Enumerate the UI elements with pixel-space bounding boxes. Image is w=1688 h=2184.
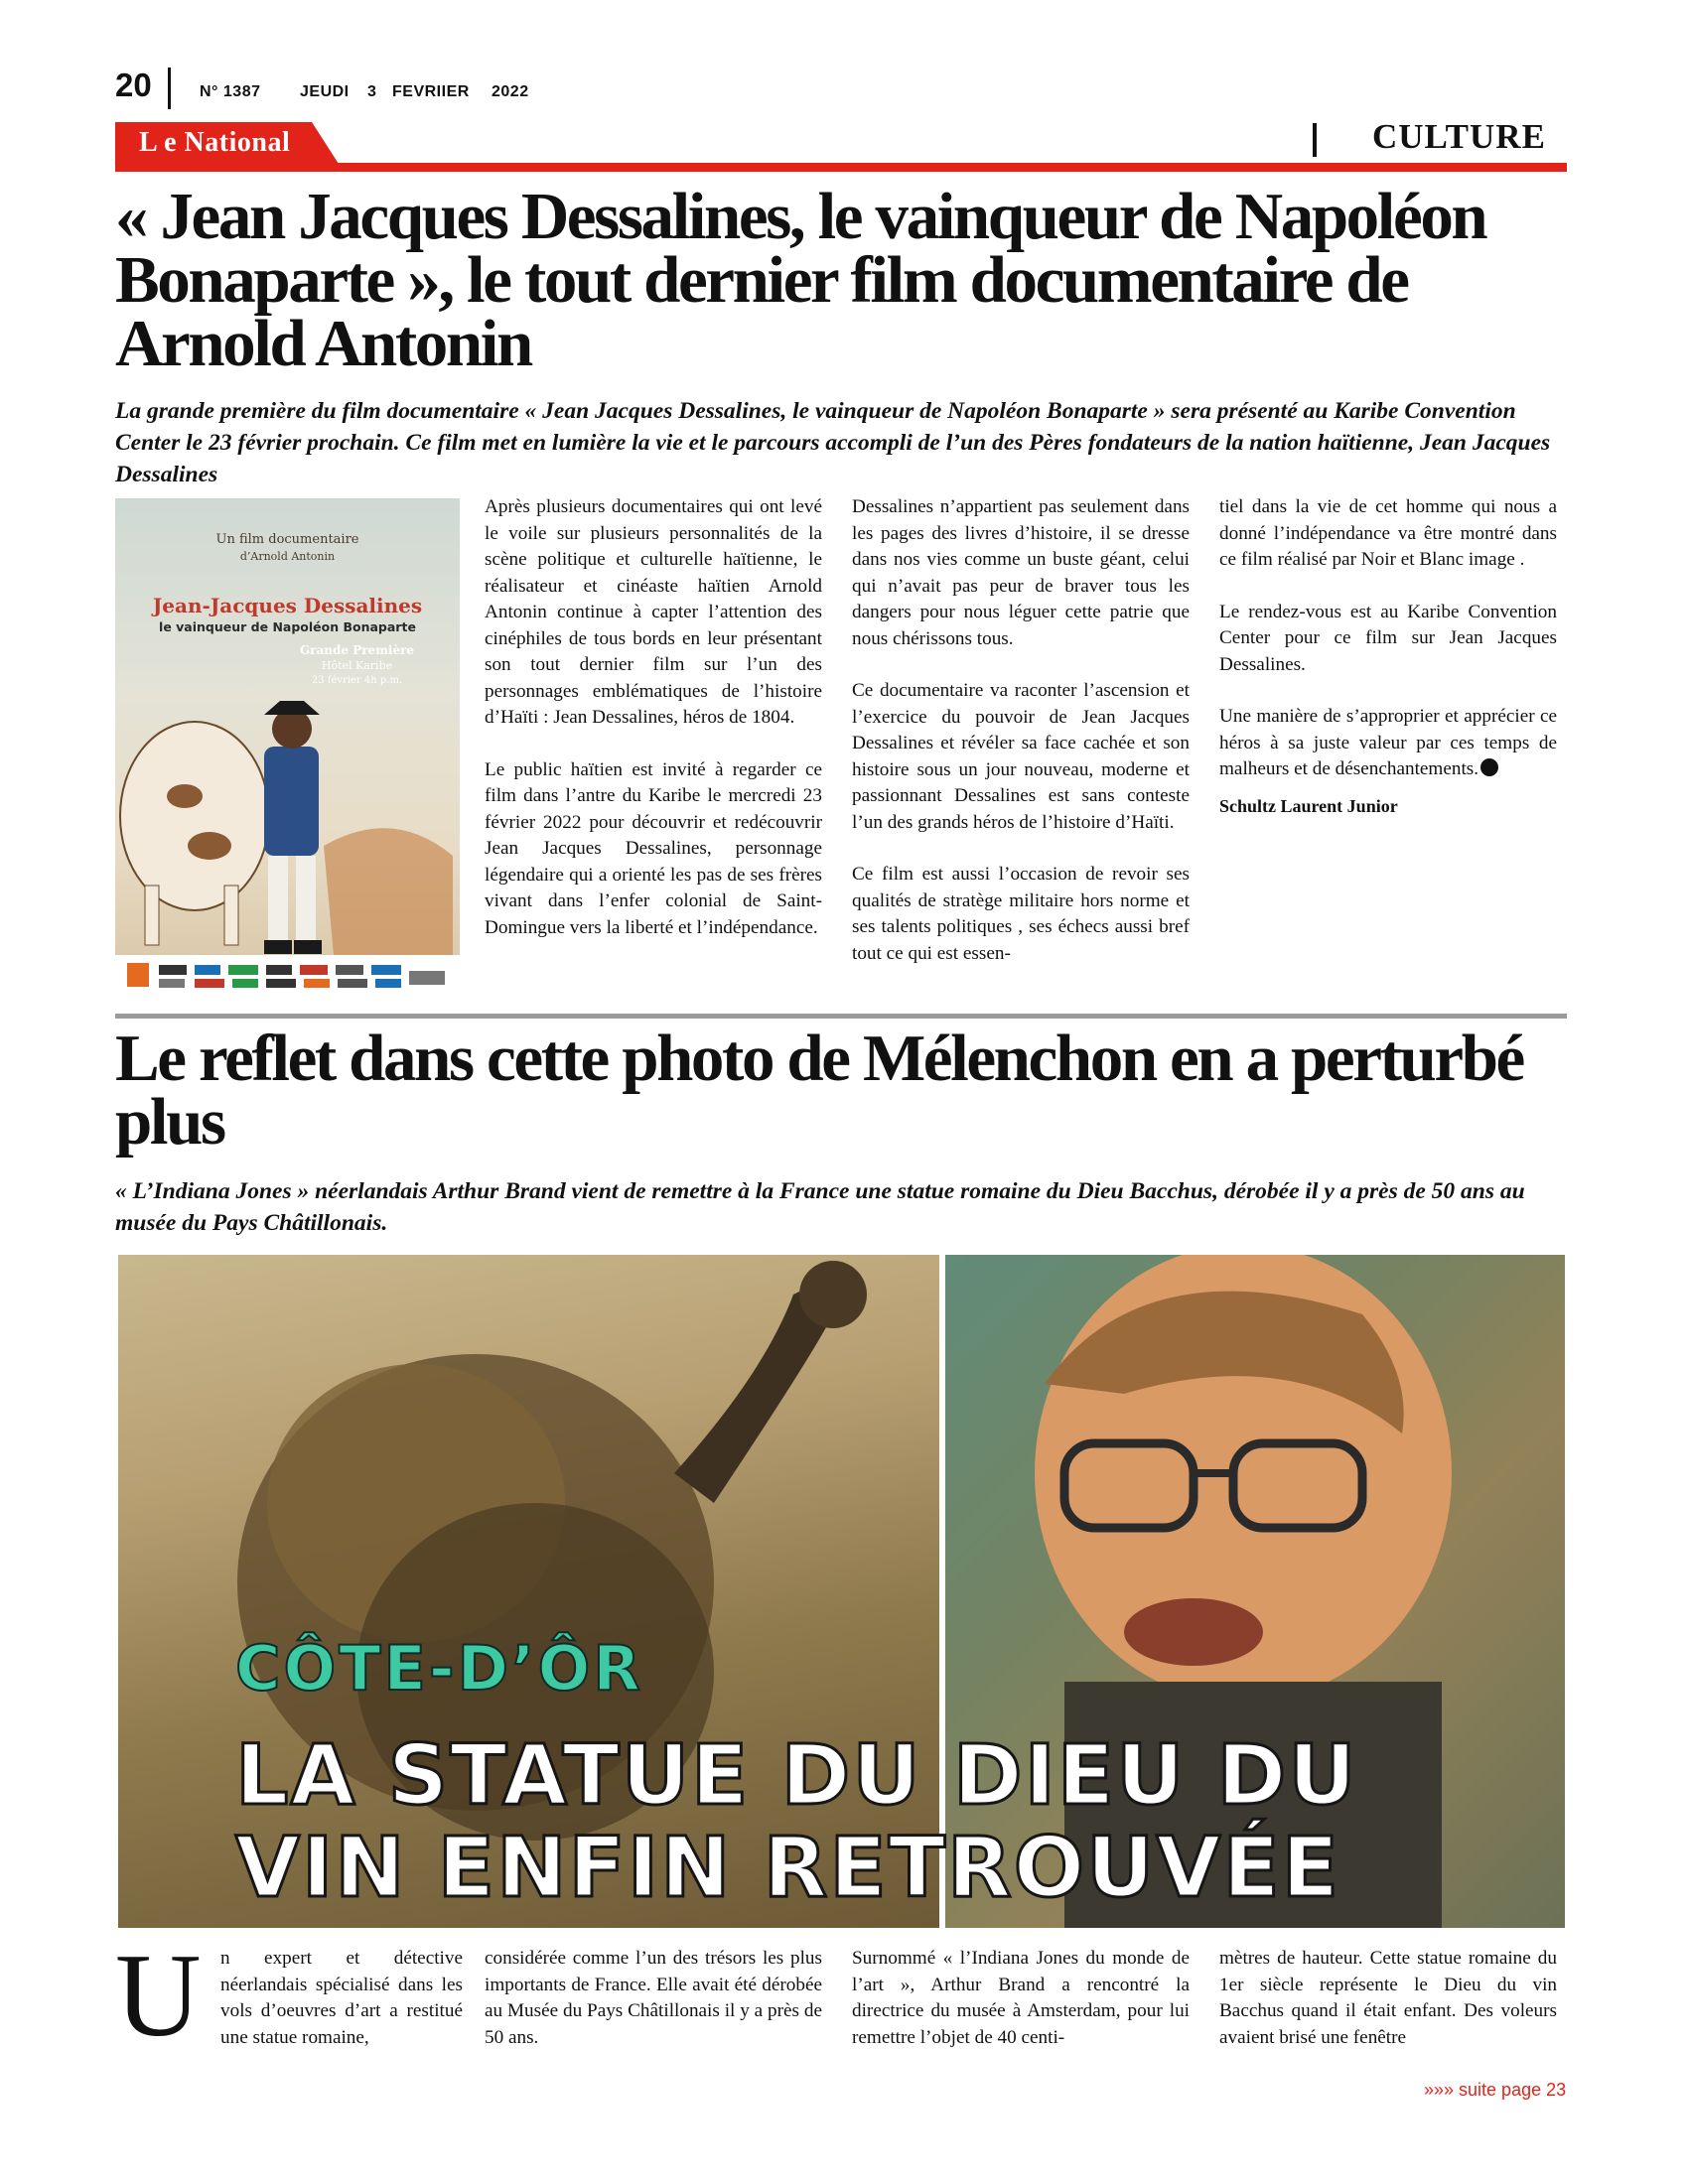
publication-name: L e National (139, 127, 291, 158)
poster-date: 23 février 4h p.m. (311, 675, 403, 686)
article2-column-1: n expert et détective néerlandais spécialisé dans les vols d’oeuvres d’art a restitué une statue romaine, (220, 1948, 463, 2048)
article1-column-2 (852, 494, 1190, 993)
article1-paragraph: Ce documentaire va raconter l’ascension et l’exercice du pouvoir de Jean Jacques Dessalines et révéler sa face cachée et son histoire sous un jour nouveau, moderne et passionnant Dessalines est sans conteste l’un des grands héros de l’histoire d’Haïti. (852, 680, 1190, 833)
article1-paragraph: Le rendez-vous est au Karibe Convention Center pour ce film sur Jean Jacques Dessalines. (1219, 601, 1557, 675)
news-photo (118, 1255, 1565, 1928)
end-mark-icon (1480, 758, 1498, 776)
article1-column-1 (485, 494, 822, 967)
photo-overlay-line1: LA STATUE DU DIEU DU (235, 1726, 1358, 1824)
article2-column-3: Surnommé « l’Indiana Jones du monde de l’art », Arthur Brand a rencontré la directrice du musée à Amsterdam, pour lui remettre l’objet de 40 centi- (852, 1948, 1190, 2048)
photo-overlay-line2: VIN ENFIN RETROUVÉE (235, 1819, 1341, 1916)
article1-byline: Schultz Laurent Junior (1219, 795, 1398, 816)
film-poster (115, 498, 460, 994)
article1-lead: La grande première du film documentaire « Jean Jacques Dessalines, le vainqueur de Napoléon Bonaparte » sera présenté au Karibe Convention Center le 23 février prochain. Ce film met en lumière la vie et le parcours accompli de l’un des Pères fondateurs de la nation haïtienne, Jean Jacques Dessalines (115, 398, 1551, 487)
header-divider (168, 68, 171, 109)
photo-kicker: CÔTE-D’ÔR (235, 1632, 644, 1705)
issue-day: JEUDI (300, 83, 350, 100)
article1-paragraph: Après plusieurs documentaires qui ont levé le voile sur plusieurs personnalités de la scène politique et culturelle haïtienne, le réalisateur et cinéaste haïtien Arnold Antonin continue à capter l’attention des cinéphiles de tous bords en leur présentant son tout dernier film sur l’un des personnages emblématiques de l’histoire d’Haïti : Jean Dessalines, héros de 1804. (485, 496, 822, 728)
article1-paragraph: tiel dans la vie de cet homme qui nous a donné l’indépendance va être montré dans ce film réalisé par Noir et Blanc image . (1219, 496, 1557, 570)
poster-line2: d’Arnold Antonin (239, 550, 336, 563)
article1-column-3 (1219, 494, 1557, 819)
article-separator (115, 1014, 1567, 1019)
page-number: 20 (115, 67, 152, 103)
article2-column-4: mètres de hauteur. Cette statue romaine du 1er siècle représente le Dieu du vin Bacchus quand il était enfant. Des voleurs avaient brisé une fenêtre (1219, 1948, 1557, 2048)
poster-venue: Hôtel Karibe (321, 659, 393, 672)
poster-line1: Un film documentaire (215, 532, 359, 547)
article2-column-2: considérée comme l’un des trésors les plus importants de France. Elle avait été dérobée au Musée du Pays Châtillonais il y a près de 50 ans. (485, 1948, 822, 2048)
article2-lead: « L’Indiana Jones » néerlandais Arthur Brand vient de remettre à la France une statue romaine du Dieu Bacchus, dérobée il y a près de 50 ans au musée du Pays Châtillonais. (115, 1178, 1525, 1236)
section-label: CULTURE (1372, 117, 1546, 156)
article1-paragraph: Une manière de s’approprier et apprécier ce héros à sa juste valeur par ces temps de malheurs et de désenchantements. (1219, 706, 1557, 779)
article2-headline: Le reflet dans cette photo de Mélenchon en a perturbé plus (115, 1022, 1523, 1159)
article1-paragraph: Dessalines n’appartient pas seulement dans les pages des livres d’histoire, il se dresse dans nos vies comme un buste géant, celui qui n’avait pas peur de braver tous les dangers pour nous léguer cette patrie que nous chérissons tous. (852, 496, 1190, 649)
issue-number: N° 1387 (200, 83, 261, 100)
poster-artwork (115, 687, 460, 994)
issue-date-number: 3 (367, 83, 377, 100)
issue-year: 2022 (492, 83, 529, 100)
article1-paragraph: Ce film est aussi l’occasion de revoir ses qualités de stratège militaire hors norme et ses talents politiques , ses échecs aussi bref tout ce qui est essen- (852, 864, 1190, 964)
continued-link[interactable]: »»» suite page 23 (1424, 2080, 1567, 2100)
article1-paragraph: Le public haïtien est invité à regarder ce film dans l’antre du Karibe le mercredi 23 février 2022 pour découvrir et redécouvrir Jean Jacques Dessalines, personnage légendaire qui a orienté les pas de ses frères vivant dans l’enfer colonial de Saint-Domingue vers la liberté et l’indépendance. (485, 758, 822, 938)
poster-subtitle: le vainqueur de Napoléon Bonaparte (159, 619, 416, 634)
issue-month: FEVRIIER (392, 83, 470, 100)
article1-headline: « Jean Jacques Dessalines, le vainqueur de Napoléon Bonaparte », le tout dernier film documentaire de Arnold Antonin (115, 180, 1486, 380)
drop-cap: U (115, 1929, 202, 2061)
poster-premiere: Grande Première (299, 643, 415, 657)
section-divider (1313, 123, 1317, 157)
header-rule (115, 163, 1567, 172)
poster-title: Jean-Jacques Dessalines (152, 594, 423, 617)
